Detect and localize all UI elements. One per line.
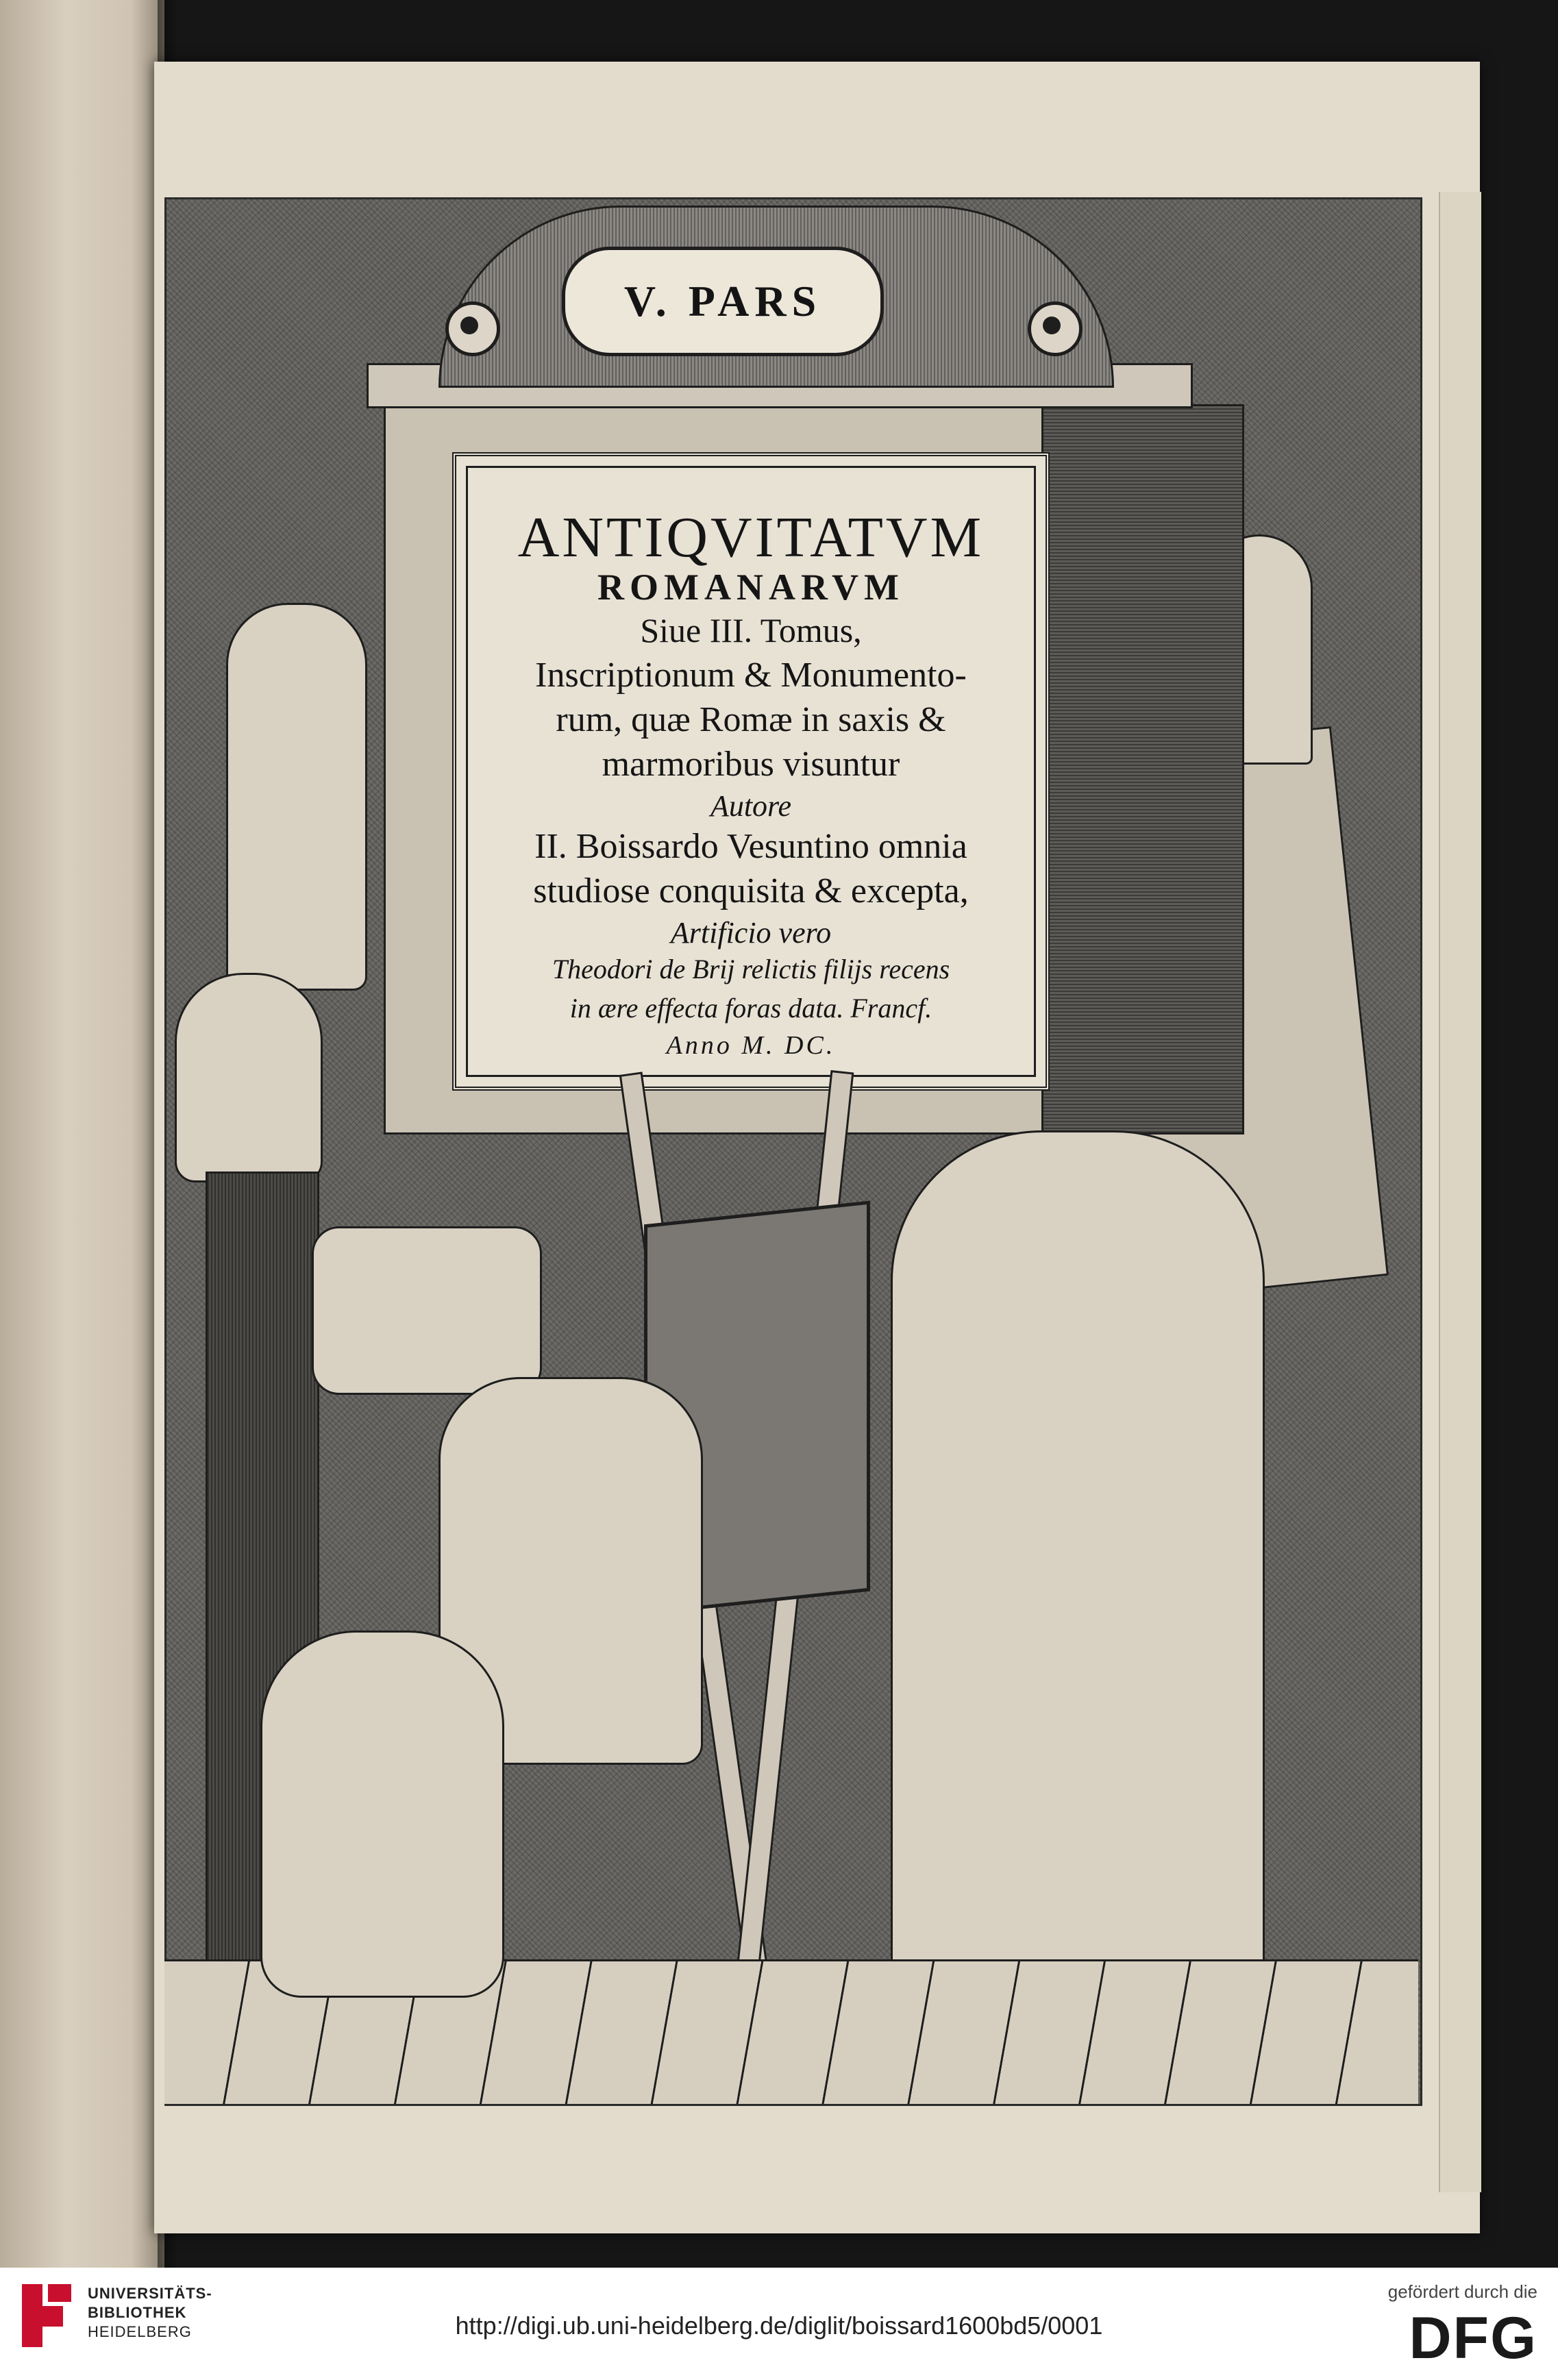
inscription-line: Artificio vero <box>670 916 832 950</box>
seated-painter <box>891 1130 1265 2011</box>
imprint-line: in ære effecta foras data. Francf. <box>569 993 932 1024</box>
cartouche <box>562 247 884 356</box>
author-line: II. Boissardo Vesuntino omnia <box>534 827 967 866</box>
previous-page-edge <box>0 0 164 2268</box>
library-name: UNIVERSITÄTS- BIBLIOTHEK HEIDELBERG <box>88 2285 212 2340</box>
funded-by-label: gefördert durch die <box>1387 2281 1537 2302</box>
inscription-panel <box>452 452 1050 1091</box>
rosette-left-icon <box>445 301 500 356</box>
title-line: ANTIQVITATVM <box>517 506 985 569</box>
dfg-logo: DFG <box>1409 2305 1537 2371</box>
inscription-line: studiose conquisita & excepta, <box>533 871 969 910</box>
inscription-line: Inscriptionum & Monumento- <box>535 656 967 695</box>
volume-label: V. PARS <box>623 277 822 325</box>
imprint-line: Theodori de Brij relictis filijs recens <box>552 954 950 984</box>
inscription-line: rum, quæ Romæ in saxis & <box>556 700 946 739</box>
reclining-relief <box>312 1226 542 1395</box>
page-edge-right <box>1439 192 1481 2192</box>
standing-statue <box>226 603 367 991</box>
subtitle-line: ROMANARVM <box>597 567 905 608</box>
inscription-line: Autore <box>710 789 792 823</box>
bearded-bust <box>175 973 323 1182</box>
inscription-line: Siue III. Tomus, <box>640 611 862 649</box>
pedestal-side <box>1041 404 1244 1135</box>
permalink-url[interactable]: http://digi.ub.uni-heidelberg.de/diglit/boissard1600bd5/0001 <box>455 2311 1103 2340</box>
rosette-right-icon <box>1028 301 1083 356</box>
inscription-line: marmoribus visuntur <box>602 745 900 784</box>
antique-torso-statue <box>260 1631 504 1998</box>
date-line: Anno M. DC. <box>666 1031 836 1060</box>
